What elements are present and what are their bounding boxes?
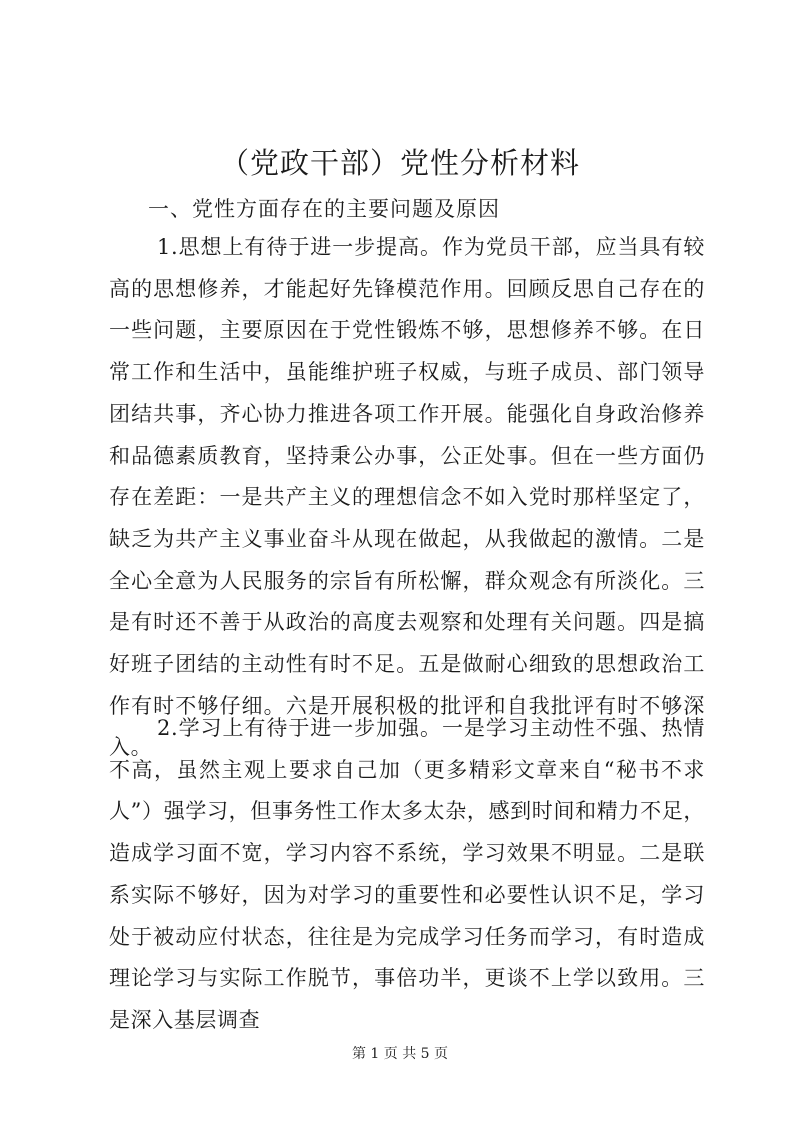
body-paragraph-2: 2.学习上有待于进一步加强。一是学习主动性不强、热情不高，虽然主观上要求自己加（更多精彩文章来自“秘书不求人”）强学习，但事务性工作太多太杂，感到时间和精力不足，造成学习面不宽，学习内容不系统，学习效果不明显。二是联系实际不够好，因为对学习的重要性和必要性认识不足，学习处于被动应付状态，往往是为完成学习任务而学习，有时造成理论学习与实际工作脱节，事倍功半，更谈不上学以致用。三是深入基层调查 bbox=[109, 716, 705, 1032]
page-footer: 第 1 页 共 5 页 bbox=[351, 1046, 449, 1062]
document-title: （党政干部）党性分析材料 bbox=[219, 146, 580, 180]
section-heading: 一、党性方面存在的主要问题及原因 bbox=[148, 197, 500, 221]
body-paragraph-1: 1.思想上有待于进一步提高。作为党员干部，应当具有较高的思想修养，才能起好先锋模范作用。回顾反思自己存在的一些问题，主要原因在于党性锻炼不够，思想修养不够。在日常工作和生活中，虽能维护班子权威，与班子成员、部门领导团结共事，齐心协力推进各项工作开展。能强化自身政治修养和品德素质教育，坚持秉公办事，公正处事。但在一些方面仍存在差距：一是共产主义的理想信念不如入党时那样坚定了，缺乏为共产主义事业奋斗从现在做起，从我做起的激情。二是全心全意为人民服务的宗旨有所松懈，群众观念有所淡化。三是有时还不善于从政治的高度去观察和处理有关问题。四是搞好班子团结的主动性有时不足。五是做耐心细致的思想政治工作有时不够仔细。六是开展积极的批评和自我批评有时不够深入。 bbox=[109, 235, 705, 760]
